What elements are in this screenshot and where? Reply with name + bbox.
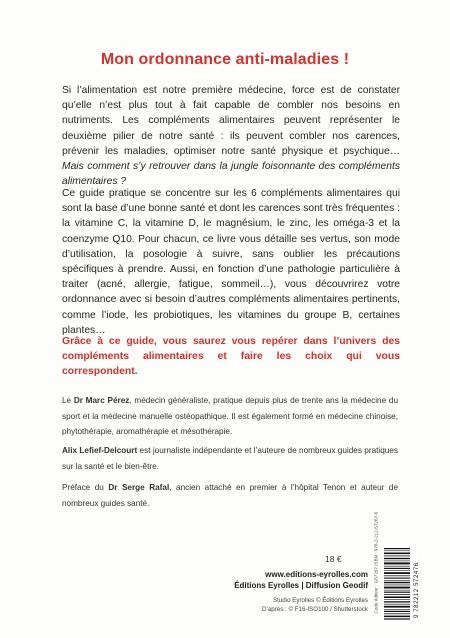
bio-text-perez: , médecin généraliste, pratique depuis plus de trente ans la médecine du sport et la médecine manuelle ostéopathique. Il est également formé en médecine chinoise, phytothérapie, aromathérapie et mésothérapie. [62, 396, 398, 436]
author-bio-lefief [62, 443, 398, 474]
author-name-perez: Dr Marc Pérez [73, 396, 130, 405]
author-bio-perez [62, 393, 398, 440]
intro-text: Si l’alimentation est notre première médecine, force est de constater qu’elle n’est plus tout à fait capable de combler nos besoins en nutriments. Les compléments alimentaires peuvent représenter le deuxième pilier de notre santé : ils peuvent combler nos carences, prévenir les maladies, optimiser notre santé physique et psychique… [62, 85, 400, 157]
intro-paragraph [62, 83, 400, 189]
preface-prefix: Préface du [62, 483, 109, 492]
highlight-paragraph: Grâce à ce guide, vous saurez vous repérer dans l’univers des compléments alimentaires et faire les choix qui vous correspondent. [62, 336, 400, 377]
credit-line-2: D’après : © F16-ISO100 / Shutterstock [261, 605, 368, 613]
image-credits [216, 597, 368, 614]
barcode-number [411, 545, 421, 623]
bio-prefix: Le [62, 396, 74, 405]
barcode-digits: 9 782212 572476 [414, 562, 420, 618]
isbn-code [370, 511, 382, 617]
intro-question: Mais comment s’y retrouver dans la jungle foisonnante des compléments alimentaires ? [62, 161, 400, 188]
cover-title: Mon ordonnance anti-maladies ! [100, 51, 350, 68]
bio-text-lefief: est journaliste indépendante et l’auteure de nombreux guides pratiques sur la santé et le bien-être. [62, 446, 398, 471]
isbn-text: Code éditeur : G57267 ISBN : 978-2-212-57267-6 [373, 511, 379, 614]
price: 18 € [325, 554, 342, 564]
preface-note [62, 480, 398, 511]
publisher-website: www.editions-eyrolles.com [265, 570, 368, 579]
description-paragraph: Ce guide pratique se concentre sur les 6 compléments alimentaires qui sont la base d’une bonne santé et dont les carences sont très fréquentes : la vitamine C, la vitamine D, le magnésium, le zinc, les oméga-3 et la coenzyme Q10. Pour chacun, ce livre vous détaille ses vertus, son mode d’utilisation, la posologie à suivre, sans oublier les précautions spécifiques à prendre. Aussi, en fonction d’une pathologie particulière à traiter (acné, allergie, fatigue, sommeil…), vous découvrirez votre ordonnance avec si besoin d’autres compléments alimentaires pertinents, comme l’iode, les probiotiques, les vitamines du groupe B, certaines plantes… [62, 188, 400, 336]
publisher-name: Éditions Eyrolles | Diffusion Geodif [234, 581, 368, 590]
preface-author-name: Dr Serge Rafal [108, 483, 170, 492]
credit-line-1: Studio Eyrolles © Éditions Eyrolles [272, 597, 368, 604]
author-name-lefief: Alix Lefief-Delcourt [62, 446, 138, 455]
preface-text: , ancien attaché en premier à l’hôpital Tenon et auteur de nombreux guides santé. [62, 483, 399, 508]
